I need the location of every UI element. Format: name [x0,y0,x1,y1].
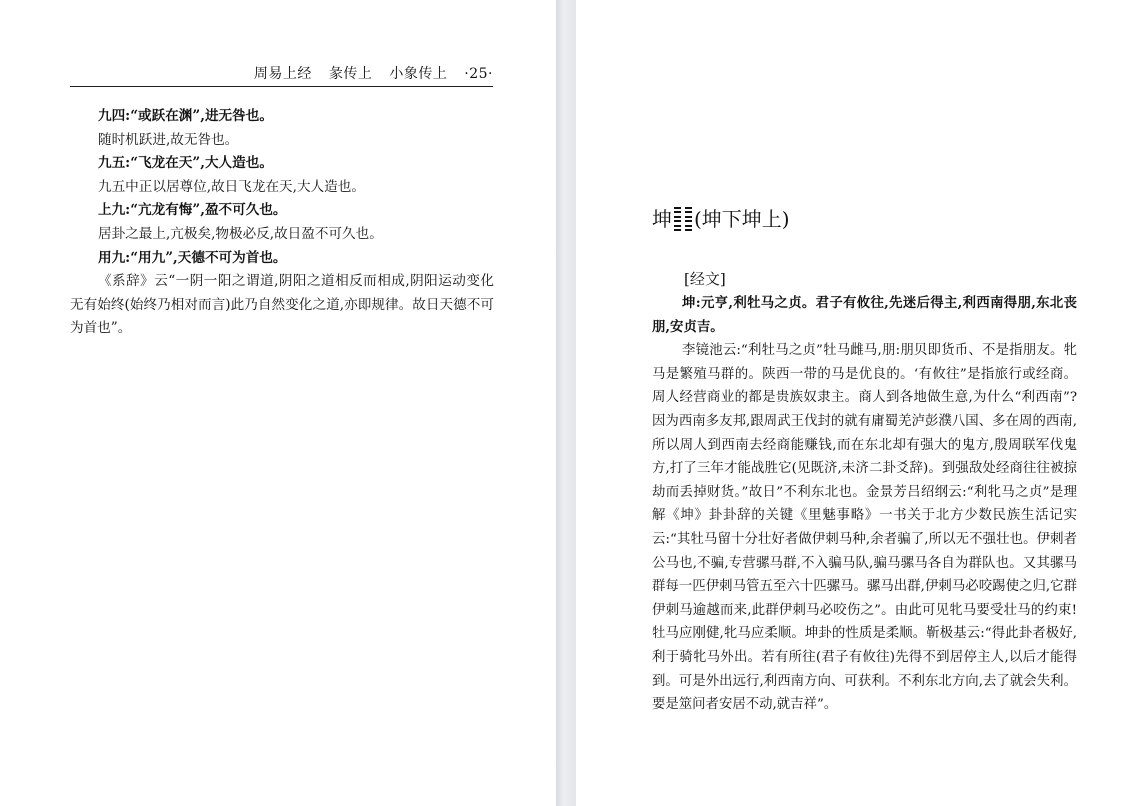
left-page [0,0,556,806]
text-line: 九五中正以居尊位,故日飞龙在天,大人造也。 [98,178,365,195]
kun-hexagram-icon [674,205,692,233]
book-gutter [556,0,576,806]
page-number: ·25· [464,66,493,82]
left-page-body [70,105,494,341]
text-line: 九五:“飞龙在天”,大人造也。 [98,155,273,172]
right-page [576,0,1138,806]
hexagram-title [652,205,790,233]
hexagram-name: 坤 [652,207,672,231]
running-header [70,64,493,87]
hexagram-description: (坤下坤上) [694,207,790,231]
header-section-2: 小象传上 [389,66,448,82]
text-paragraph: 坤:元亨,利牡马之贞。君子有攸往,先迷后得主,利西南得朋,东北丧朋,安贞吉。 [652,295,1077,335]
header-section-1: 彖传上 [328,66,373,82]
header-book-title: 周易上经 [253,66,312,82]
text-line: 上九:“亢龙有悔”,盈不可久也。 [98,202,287,219]
text-paragraph: 李镜池云:“利牡马之贞”牡马雌马,朋:朋贝即货币、不是指朋友。牝马是繁殖马群的。陕西一带的马是优良的。‘有攸往”是指旅行或经商。周人经营商业的都是贵族奴隶主。商人到各地做生意,为什么“利西南”?因为西南多友邦,跟周武王伐封的就有庸蜀羌泸彭濮八国、多在周的西南,所以周人到西南去经商能赚钱,而在东北却有强大的鬼方,殷周联军伐鬼方,打了三年才能战胜它(见既济,未济二卦爻辞)。到强敌处经商往往被掠劫而丢掉财货。”故日”不利东北也。金景芳吕绍纲云:“利牝马之贞”是理解《坤》卦卦辞的关键《里魅事略》一书关于北方少数民族生活记实云:“其牡马留十分壮好者做伊刺马种,余者骗了,所以无不强壮也。伊刺者公马也,不骗,专营骡马群,不入骗马队,骗马骡马各自为群队也。又其骡马群每一匹伊刺马管五至六十匹骡马。骡马出群,伊刺马必咬踢使之归,它群伊刺马逾越而来,此群伊刺马必咬伤之”。由此可见牝马要受壮马的约束!牡马应刚健,牝马应柔顺。坤卦的性质是柔顺。靳极基云:“得此卦者极好,利于骑牝马外出。若有所往(君子有攸往)先得不到居停主人,以后才能得到。可是外出远行,利西南方向、可获利。不利东北方向,去了就会失利。要是筮问者安居不动,就吉祥”。 [652,343,1077,713]
text-line: 用九:“用九”,天德不可为首也。 [98,249,287,266]
text-line: 九四:“或跃在渊”,进无咎也。 [98,108,273,124]
right-page-body [652,292,1077,717]
section-label: [经文] [684,270,726,288]
text-line: 随时机跃进,故无咎也。 [98,131,239,148]
text-paragraph: 《系辞》云“一阴一阳之谓道,阴阳之道相反而相成,阴阳运动变化无有始终(始终乃相对而言)此乃自然变化之道,亦即规律。故日天德不可为首也”。 [70,273,494,337]
text-line: 居卦之最上,亢极矣,物极必反,故日盈不可久也。 [98,225,383,242]
